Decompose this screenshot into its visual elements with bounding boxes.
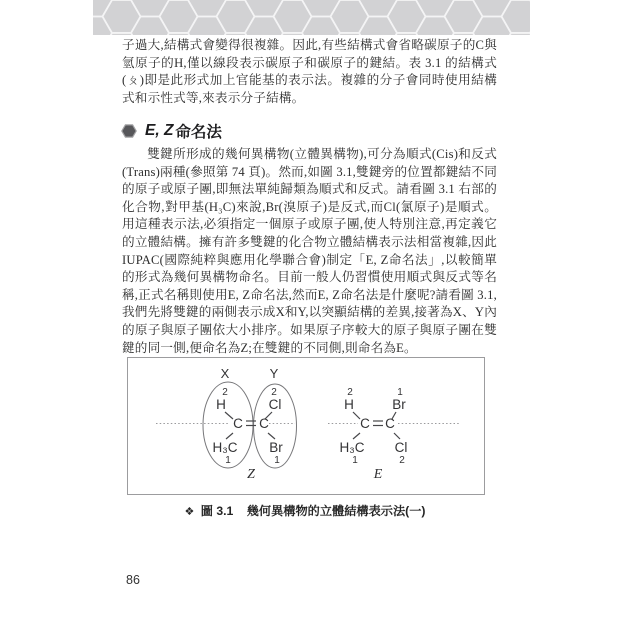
paragraph-main: 雙鍵所形成的幾何異構物(立體異構物),可分為順式(Cis)和反式(Trans)兩種(參照第 74 頁)。然而,如圖 3.1,雙鍵旁的位置都鍵結不同的原子或原子團,即無法單純歸類為順式和反式。請看圖 3.1 右部的化合物,對甲基(H₃C)來說,Br(溴原子)是反式,而Cl(氯原子)是順式。用這種表示法,必須指定一個原子或原子團,使人特別注意,再定義它的立體結構。擁有許多雙鍵的化合物立體結構表示法相當複雜,因此 IUPAC(國際純粹與應用化學聯合會)制定「E, Z命名法」,以較簡單的形式為幾何異構物命名。目前一般人仍習慣使用順式與反式等名稱,正式名稱則使用E, Z命名法,然而E, Z命名法是什麼呢?請看圖 3.1,我們先將雙鍵的兩側表示成X和Y,以突顯結構的差異,接著為X、Y內的原子與原子團依大小排序。如果原子序較大的原子與原子團在雙鍵的同一側,便命名為Z;在雙鍵的不同側,則命名為E。 — [122, 147, 497, 355]
e-bottom-left-priority: 1 — [352, 455, 358, 466]
paragraph-continuation: 子過大,結構式會變得很複雜。因此,有些結構式會省略碳原子的C與氫原子的H,僅以線段表示碳原子和碳原子的鍵結。表 3.1 的結構式(ㄆ)即是此形式加上官能基的表示法。複雜的分子會同時使用結構式和示性式等,來表示分子結構。 — [122, 38, 497, 105]
e-top-right-atom: Br — [392, 397, 406, 412]
e-carbon-2: C — [385, 416, 395, 431]
z-top-left-atom: H — [216, 397, 226, 412]
z-bottom-left-priority: 1 — [225, 455, 231, 466]
z-bottom-left-atom: H₃C — [212, 440, 238, 455]
header-hexagon-banner — [93, 0, 530, 35]
hexagon-bullet-icon — [121, 124, 137, 138]
z-carbon-1: C — [233, 416, 243, 431]
figure-caption-text: 幾何異構物的立體結構表示法(一) — [246, 504, 426, 518]
e-bottom-right-atom: Cl — [394, 440, 408, 455]
e-carbon-1: C — [360, 416, 370, 431]
e-isomer-label: E — [373, 467, 383, 482]
e-top-right-priority: 1 — [397, 387, 403, 398]
e-bottom-left-atom: H₃C — [339, 440, 365, 455]
figure-caption — [127, 502, 483, 519]
hexagon-pattern-icon — [93, 0, 530, 35]
section-heading — [121, 121, 222, 140]
z-isomer-label: Z — [247, 467, 255, 482]
figure-3-1 — [127, 357, 485, 495]
caption-diamond-icon: ❖ — [184, 506, 195, 518]
section-heading-latin: E, Z — [145, 121, 174, 139]
e-top-left-atom: H — [344, 397, 354, 412]
figure-caption-label: 圖 3.1 — [200, 504, 234, 518]
z-group-x-label: X — [220, 366, 230, 381]
page-number: 86 — [126, 573, 140, 587]
e-bottom-right-priority: 2 — [399, 455, 405, 466]
z-group-y-label: Y — [269, 366, 279, 381]
z-bottom-right-atom: Br — [269, 440, 283, 455]
z-bottom-right-priority: 1 — [274, 455, 280, 466]
z-top-right-priority: 2 — [271, 387, 277, 398]
section-heading-cjk: 命名法 — [175, 123, 222, 141]
z-top-right-atom: Cl — [268, 397, 282, 412]
z-top-left-priority: 2 — [222, 387, 228, 398]
e-top-left-priority: 2 — [347, 387, 353, 398]
z-carbon-2: C — [259, 416, 269, 431]
isomer-structures-diagram — [128, 358, 482, 492]
